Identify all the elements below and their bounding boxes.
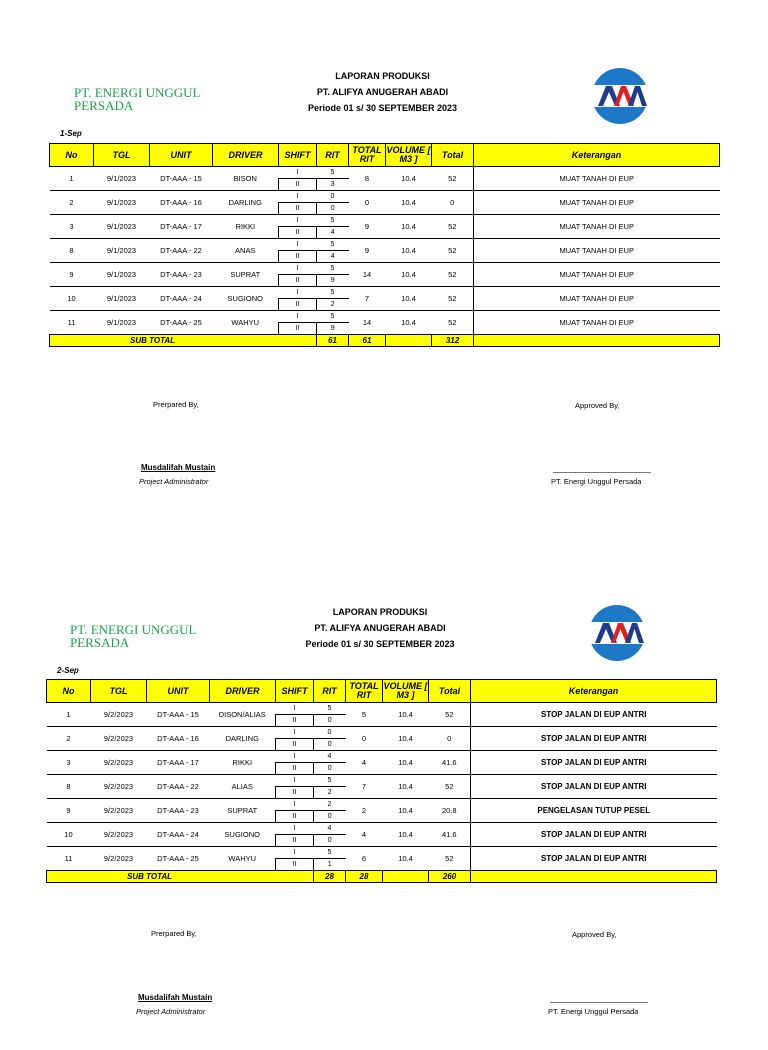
cell-rit: 5 xyxy=(317,167,349,179)
cell-total: 52 xyxy=(432,239,474,263)
cell-shift: I xyxy=(276,703,314,715)
report-2 xyxy=(0,530,768,1050)
cell-total-rit: 4 xyxy=(346,823,383,847)
table-row xyxy=(50,287,720,299)
cell-tgl: 9/2/2023 xyxy=(91,847,147,871)
cell-keterangan: MUAT TANAH DI EUP xyxy=(474,239,720,263)
cell-rit: 5 xyxy=(317,215,349,227)
cell-tgl: 9/1/2023 xyxy=(94,239,150,263)
preparer-name: Musdalifah Mustain xyxy=(141,463,216,472)
cell-rit: 5 xyxy=(317,287,349,299)
prepared-label: Prerpared By, xyxy=(151,929,197,938)
cell-keterangan: STOP JALAN DI EUP ANTRI xyxy=(471,751,717,775)
cell-shift: I xyxy=(279,191,317,203)
cell-shift: II xyxy=(276,763,314,775)
col-unit: UNIT xyxy=(147,680,210,703)
cell-shift: I xyxy=(279,167,317,179)
cell-no: 2 xyxy=(50,191,94,215)
cell-total: 52 xyxy=(429,847,471,871)
cell-total: 52 xyxy=(432,215,474,239)
table-row xyxy=(47,727,717,739)
production-table xyxy=(46,679,717,883)
cell-rit: 0 xyxy=(314,835,346,847)
report-title: LAPORAN PRODUKSI xyxy=(335,71,430,81)
cell-unit: DT-AAA - 24 xyxy=(147,823,210,847)
cell-shift: II xyxy=(279,227,317,239)
report-period: Periode 01 s/ 30 SEPTEMBER 2023 xyxy=(307,103,458,113)
cell-total-rit: 8 xyxy=(349,167,386,191)
col-tgl: TGL xyxy=(91,680,147,703)
cell-keterangan: MUAT TANAH DI EUP xyxy=(474,311,720,335)
cell-no: 8 xyxy=(50,239,94,263)
cell-keterangan: STOP JALAN DI EUP ANTRI xyxy=(471,703,717,727)
cell-volume: 10.4 xyxy=(386,287,432,311)
cell-total-rit: 14 xyxy=(349,311,386,335)
cell-shift: I xyxy=(279,215,317,227)
report-title: LAPORAN PRODUKSI xyxy=(332,607,428,617)
cell-shift: I xyxy=(276,799,314,811)
cell-driver: WAHYU xyxy=(213,311,279,335)
cell-total: 0 xyxy=(432,191,474,215)
subtotal-keterangan xyxy=(474,335,720,347)
cell-rit: 4 xyxy=(317,227,349,239)
cell-total-rit: 0 xyxy=(346,727,383,751)
table-row xyxy=(50,167,720,179)
cell-driver: SUGIONO xyxy=(213,287,279,311)
cell-no: 1 xyxy=(50,167,94,191)
company-logo-icon xyxy=(590,67,650,125)
col-no: No xyxy=(50,144,94,167)
cell-shift: II xyxy=(276,715,314,727)
cell-shift: I xyxy=(276,847,314,859)
table-row xyxy=(50,239,720,251)
cell-keterangan: PENGELASAN TUTUP PESEL xyxy=(471,799,717,823)
cell-rit: 0 xyxy=(314,715,346,727)
cell-total-rit: 4 xyxy=(346,751,383,775)
cell-rit: 2 xyxy=(314,799,346,811)
cell-total: 52 xyxy=(429,775,471,799)
cell-shift: I xyxy=(279,311,317,323)
col-tgl: TGL xyxy=(94,144,150,167)
subtotal-row xyxy=(50,335,720,347)
cell-rit: 1 xyxy=(314,859,346,871)
subtotal-total: 312 xyxy=(432,335,474,347)
report-header xyxy=(280,604,480,652)
col-keterangan: Keterangan xyxy=(474,144,720,167)
cell-volume: 10.4 xyxy=(386,263,432,287)
col-total: Total xyxy=(432,144,474,167)
cell-volume: 10.4 xyxy=(386,167,432,191)
cell-rit: 5 xyxy=(317,239,349,251)
cell-unit: DT-AAA - 16 xyxy=(147,727,210,751)
cell-unit: DT-AAA - 24 xyxy=(150,287,213,311)
contractor-name: PT. ALIFYA ANUGERAH ABADI xyxy=(316,87,449,97)
cell-volume: 10.4 xyxy=(386,239,432,263)
cell-tgl: 9/1/2023 xyxy=(94,263,150,287)
cell-volume: 10.4 xyxy=(386,215,432,239)
cell-tgl: 9/1/2023 xyxy=(94,287,150,311)
table-row xyxy=(50,215,720,227)
cell-shift: I xyxy=(279,263,317,275)
company-name: PT. ENERGI UNGGUL PERSADA xyxy=(70,622,197,650)
col-driver: DRIVER xyxy=(210,680,276,703)
cell-rit: 4 xyxy=(314,751,346,763)
cell-shift: I xyxy=(276,751,314,763)
cell-volume: 10.4 xyxy=(383,799,429,823)
cell-shift: II xyxy=(276,835,314,847)
cell-total: 41.6 xyxy=(429,823,471,847)
report-header xyxy=(280,68,485,116)
subtotal-total-rit: 28 xyxy=(346,871,383,883)
cell-unit: DT-AAA - 16 xyxy=(150,191,213,215)
subtotal-label: SUB TOTAL xyxy=(50,335,317,347)
cell-total: 52 xyxy=(432,287,474,311)
cell-shift: II xyxy=(279,179,317,191)
cell-unit: DT-AAA - 17 xyxy=(147,751,210,775)
cell-shift: II xyxy=(279,323,317,335)
cell-driver: BISON xyxy=(213,167,279,191)
cell-shift: I xyxy=(279,287,317,299)
cell-unit: DT-AAA - 22 xyxy=(150,239,213,263)
col-total: Total xyxy=(429,680,471,703)
cell-shift: I xyxy=(276,775,314,787)
cell-rit: 3 xyxy=(317,179,349,191)
cell-total: 0 xyxy=(429,727,471,751)
report-1 xyxy=(0,0,768,520)
cell-total-rit: 2 xyxy=(346,799,383,823)
cell-unit: DT-AAA - 25 xyxy=(150,311,213,335)
col-unit: UNIT xyxy=(150,144,213,167)
preparer-name: Musdalifah Mustain xyxy=(138,993,213,1002)
company-name: PT. ENERGI UNGGUL PERSADA xyxy=(74,85,201,113)
cell-driver: SUPRAT xyxy=(210,799,276,823)
cell-tgl: 9/2/2023 xyxy=(91,823,147,847)
subtotal-rit: 28 xyxy=(314,871,346,883)
cell-total-rit: 6 xyxy=(346,847,383,871)
cell-shift: I xyxy=(279,239,317,251)
cell-rit: 5 xyxy=(314,775,346,787)
cell-driver: DARLING xyxy=(210,727,276,751)
table-row xyxy=(50,311,720,323)
table-row xyxy=(50,191,720,203)
cell-total: 52 xyxy=(432,311,474,335)
cell-volume: 10.4 xyxy=(383,751,429,775)
cell-driver: ANAS xyxy=(213,239,279,263)
approver-signature-line xyxy=(553,472,651,473)
cell-driver: SUPRAT xyxy=(213,263,279,287)
cell-no: 1 xyxy=(47,703,91,727)
cell-unit: DT-AAA - 23 xyxy=(150,263,213,287)
table-row xyxy=(47,703,717,715)
date-label: 2-Sep xyxy=(57,666,79,675)
cell-driver: DISON/ALIAS xyxy=(210,703,276,727)
cell-driver: RIKKI xyxy=(213,215,279,239)
cell-driver: SUGIONO xyxy=(210,823,276,847)
col-keterangan: Keterangan xyxy=(471,680,717,703)
cell-driver: DARLING xyxy=(213,191,279,215)
cell-no: 10 xyxy=(47,823,91,847)
cell-volume: 10.4 xyxy=(386,311,432,335)
cell-keterangan: MUAT TANAH DI EUP xyxy=(474,287,720,311)
cell-total: 52 xyxy=(432,167,474,191)
preparer-role: Project Administrator xyxy=(139,477,209,486)
subtotal-rit: 61 xyxy=(317,335,349,347)
approver-org: PT. Energi Unggul Persada xyxy=(548,1007,639,1016)
subtotal-volume xyxy=(383,871,429,883)
cell-total-rit: 7 xyxy=(346,775,383,799)
cell-shift: II xyxy=(279,275,317,287)
cell-rit: 9 xyxy=(317,275,349,287)
cell-unit: DT-AAA - 15 xyxy=(147,703,210,727)
cell-shift: I xyxy=(276,823,314,835)
cell-tgl: 9/2/2023 xyxy=(91,799,147,823)
cell-total: 20.8 xyxy=(429,799,471,823)
col-rit: RIT xyxy=(317,144,349,167)
cell-rit: 2 xyxy=(314,787,346,799)
cell-keterangan: MUAT TANAH DI EUP xyxy=(474,191,720,215)
col-shift: SHIFT xyxy=(276,680,314,703)
col-rit: RIT xyxy=(314,680,346,703)
cell-volume: 10.4 xyxy=(383,703,429,727)
col-volume: VOLUME [ M3 ] xyxy=(386,144,432,167)
cell-shift: II xyxy=(276,811,314,823)
preparer-role: Project Administrator xyxy=(136,1007,206,1016)
cell-shift: II xyxy=(279,299,317,311)
approver-signature-line xyxy=(550,1002,648,1003)
col-shift: SHIFT xyxy=(279,144,317,167)
cell-total-rit: 9 xyxy=(349,239,386,263)
cell-total-rit: 7 xyxy=(349,287,386,311)
approved-label: Approved By, xyxy=(572,930,617,939)
cell-no: 11 xyxy=(47,847,91,871)
cell-rit: 0 xyxy=(314,763,346,775)
cell-shift: I xyxy=(276,727,314,739)
cell-volume: 10.4 xyxy=(386,191,432,215)
cell-no: 3 xyxy=(50,215,94,239)
subtotal-volume xyxy=(386,335,432,347)
col-driver: DRIVER xyxy=(213,144,279,167)
cell-rit: 9 xyxy=(317,323,349,335)
table-row xyxy=(50,263,720,275)
subtotal-label: SUB TOTAL xyxy=(47,871,314,883)
cell-shift: II xyxy=(279,203,317,215)
table-row xyxy=(47,823,717,835)
cell-tgl: 9/2/2023 xyxy=(91,751,147,775)
cell-keterangan: MUAT TANAH DI EUP xyxy=(474,167,720,191)
cell-no: 11 xyxy=(50,311,94,335)
cell-rit: 4 xyxy=(317,251,349,263)
col-volume: VOLUME [ M3 ] xyxy=(383,680,429,703)
cell-rit: 0 xyxy=(317,191,349,203)
subtotal-total-rit: 61 xyxy=(349,335,386,347)
company-logo-icon xyxy=(587,604,647,662)
cell-rit: 2 xyxy=(317,299,349,311)
cell-tgl: 9/1/2023 xyxy=(94,167,150,191)
report-period: Periode 01 s/ 30 SEPTEMBER 2023 xyxy=(305,639,455,649)
table-header-row xyxy=(50,144,720,167)
cell-keterangan: STOP JALAN DI EUP ANTRI xyxy=(471,823,717,847)
production-table xyxy=(49,143,720,347)
cell-tgl: 9/2/2023 xyxy=(91,775,147,799)
prepared-label: Prerpared By, xyxy=(153,400,199,409)
cell-tgl: 9/1/2023 xyxy=(94,191,150,215)
cell-unit: DT-AAA - 15 xyxy=(150,167,213,191)
cell-total-rit: 0 xyxy=(349,191,386,215)
subtotal-total: 260 xyxy=(429,871,471,883)
cell-keterangan: STOP JALAN DI EUP ANTRI xyxy=(471,775,717,799)
cell-tgl: 9/2/2023 xyxy=(91,727,147,751)
cell-rit: 0 xyxy=(314,727,346,739)
cell-total: 52 xyxy=(432,263,474,287)
table-row xyxy=(47,799,717,811)
cell-rit: 4 xyxy=(314,823,346,835)
cell-tgl: 9/2/2023 xyxy=(91,703,147,727)
cell-shift: II xyxy=(279,251,317,263)
table-header-row xyxy=(47,680,717,703)
cell-no: 3 xyxy=(47,751,91,775)
cell-unit: DT-AAA - 22 xyxy=(147,775,210,799)
cell-shift: II xyxy=(276,859,314,871)
cell-volume: 10.4 xyxy=(383,823,429,847)
cell-no: 10 xyxy=(50,287,94,311)
cell-unit: DT-AAA - 17 xyxy=(150,215,213,239)
cell-unit: DT-AAA - 25 xyxy=(147,847,210,871)
col-no: No xyxy=(47,680,91,703)
date-label: 1-Sep xyxy=(60,129,82,138)
cell-no: 9 xyxy=(50,263,94,287)
table-row xyxy=(47,775,717,787)
subtotal-keterangan xyxy=(471,871,717,883)
cell-driver: RIKKI xyxy=(210,751,276,775)
table-row xyxy=(47,751,717,763)
col-total-rit: TOTAL RIT xyxy=(346,680,383,703)
cell-volume: 10.4 xyxy=(383,775,429,799)
cell-total-rit: 14 xyxy=(349,263,386,287)
cell-driver: WAHYU xyxy=(210,847,276,871)
approved-label: Approved By, xyxy=(575,401,620,410)
table-row xyxy=(47,847,717,859)
cell-unit: DT-AAA - 23 xyxy=(147,799,210,823)
cell-shift: II xyxy=(276,739,314,751)
cell-total: 52 xyxy=(429,703,471,727)
cell-driver: ALIAS xyxy=(210,775,276,799)
cell-shift: II xyxy=(276,787,314,799)
cell-total-rit: 5 xyxy=(346,703,383,727)
col-total-rit: TOTAL RIT xyxy=(349,144,386,167)
cell-total-rit: 9 xyxy=(349,215,386,239)
cell-volume: 10.4 xyxy=(383,847,429,871)
cell-keterangan: STOP JALAN DI EUP ANTRI xyxy=(471,847,717,871)
cell-rit: 5 xyxy=(314,703,346,715)
cell-no: 9 xyxy=(47,799,91,823)
cell-rit: 5 xyxy=(317,311,349,323)
cell-rit: 0 xyxy=(314,739,346,751)
cell-keterangan: MUAT TANAH DI EUP xyxy=(474,215,720,239)
cell-tgl: 9/1/2023 xyxy=(94,215,150,239)
cell-rit: 5 xyxy=(314,847,346,859)
cell-rit: 0 xyxy=(314,811,346,823)
cell-no: 8 xyxy=(47,775,91,799)
cell-volume: 10.4 xyxy=(383,727,429,751)
cell-rit: 5 xyxy=(317,263,349,275)
cell-rit: 0 xyxy=(317,203,349,215)
cell-tgl: 9/1/2023 xyxy=(94,311,150,335)
contractor-name: PT. ALIFYA ANUGERAH ABADI xyxy=(314,623,446,633)
subtotal-row xyxy=(47,871,717,883)
approver-org: PT. Energi Unggul Persada xyxy=(551,477,642,486)
cell-total: 41.6 xyxy=(429,751,471,775)
cell-keterangan: MUAT TANAH DI EUP xyxy=(474,263,720,287)
cell-keterangan: STOP JALAN DI EUP ANTRI xyxy=(471,727,717,751)
cell-no: 2 xyxy=(47,727,91,751)
